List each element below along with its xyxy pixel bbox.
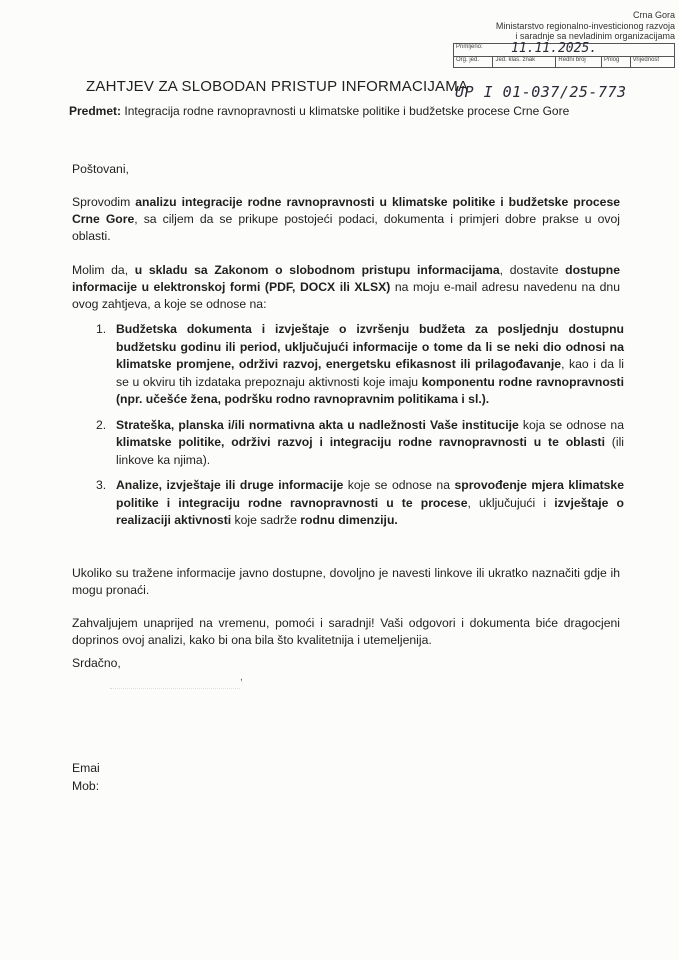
- list-item: [96, 477, 624, 530]
- text-run: koje se odnose na: [343, 478, 455, 492]
- stamp-org-name: [451, 10, 677, 42]
- bold-text-run: Strateška, planska i/ili normativna akta u nadležnosti Vaše institucije: [116, 417, 519, 432]
- text-run: , dostavite: [499, 263, 566, 277]
- email-label: Emai: [72, 761, 100, 775]
- bold-text-run: komponentu rodne ravnopravnosti (npr. učešće žena, podršku rodno ravnopravnim politikama i sl.).: [116, 374, 624, 406]
- page-title: ZAHTJEV ZA SLOBODAN PRISTUP INFORMACIJAMA: [86, 78, 469, 95]
- list-item-number: 3.: [96, 478, 107, 492]
- text-run: koja se odnose na: [518, 417, 624, 432]
- text-run: na moju e-mail adresu navedenu na dnu ovog zahtjeva, a koje se odnose na:: [72, 280, 620, 311]
- list-item: [96, 321, 624, 409]
- paragraph-links: Ukoliko su tražene informacije javno dostupne, dovoljno je navesti linkove ili ukratko naznačiti gdje ih mogu pronaći.: [72, 566, 620, 597]
- signature-line: [110, 688, 240, 689]
- bold-text-run: sprovođenje mjera klimatske politike i integraciju rodne ravnopravnosti u te procese: [116, 478, 624, 510]
- text-run: Sprovodim: [72, 195, 136, 209]
- stamp-received-label: Primljeno:: [456, 44, 483, 50]
- paragraph-thanks: Zahvaljujem unaprijed na vremenu, pomoći i saradnji! Vaši odgovori i dokumenta biće dragocjeni doprinos ovoj analizi, kako bi ona bila što kvalitetnija i utemeljenija.: [72, 616, 620, 647]
- subject-label: Predmet:: [69, 104, 122, 118]
- list-item-text: [116, 417, 624, 470]
- stamp-col-label: Vrijednost: [630, 57, 674, 68]
- bold-text-run: Analize, izvještaje ili druge informacije: [116, 478, 344, 492]
- bold-text-run: Budžetska dokumenta i izvještaje o izvršenju budžeta za posljednju dostupnu budžetsku godinu ili period, uključujući informacije o tome da li se neki dio odnosi na klimatske promjene, održivi razvoj, energetsku efikasnost ili prilagođavanje: [116, 322, 624, 371]
- bold-text-run: u skladu sa Zakonom o slobodnom pristupu informacijama: [134, 263, 500, 277]
- bold-text-run: klimatske politike, održivi razvoj i integraciju rodne ravnopravnosti u te oblasti: [116, 435, 605, 449]
- stamp-col-label: Jed. klas. znak: [493, 57, 556, 68]
- text-run: , uključujući i: [467, 495, 555, 510]
- stamp-org-line: Ministarstvo regionalno-investicionog razvoja: [495, 20, 675, 31]
- mobile-label: Mob:: [72, 779, 100, 793]
- stamp-col-label: Redni broj: [556, 57, 602, 68]
- stamp-org-line: i saradnje sa nevladinim organizacijama: [515, 31, 675, 41]
- request-list: [96, 321, 624, 538]
- stamp-reference-number: UP I 01-037/25-773: [455, 83, 627, 101]
- signature-mark: ,: [240, 672, 243, 683]
- bold-text-run: rodnu dimenziju.: [300, 513, 398, 527]
- stamp-col-label: Org. jed.: [454, 57, 493, 68]
- paragraph-request: [72, 262, 620, 313]
- text-run: , sa ciljem da se prikupe postojeći podaci, dokumenta i primjeri dobre prakse u ovoj oblasti.: [72, 212, 620, 243]
- subject-text: Integracija rodne ravnopravnosti u klimatske politike i budžetske procese Crne Gore: [124, 104, 570, 118]
- stamp-org-line: Crna Gora: [632, 10, 675, 20]
- text-run: Molim da,: [72, 263, 135, 277]
- list-item-text: [116, 477, 624, 530]
- list-item-number: 1.: [96, 322, 107, 336]
- closing: Srdačno,: [72, 656, 121, 670]
- stamp-received-date: 11.11.2025.: [511, 41, 598, 56]
- bold-text-run: dostupne informacije u elektronskoj formi (PDF, DOCX ili XLSX): [72, 263, 620, 294]
- greeting: Poštovani,: [72, 162, 129, 176]
- paragraph-intro: [72, 194, 620, 245]
- subject-line: [69, 104, 569, 118]
- registry-stamp: [451, 10, 677, 108]
- bold-text-run: analizu integracije rodne ravnopravnosti u klimatske politike i budžetske procese Crne Gore: [72, 195, 621, 226]
- text-run: (ili linkove ka njima).: [116, 435, 624, 467]
- text-run: , kao i da li se u okviru tih izdataka prepoznaju aktivnosti koje imaju: [116, 357, 624, 389]
- list-item-text: [116, 321, 624, 409]
- text-run: koje sadrže: [231, 513, 301, 527]
- list-item-number: 2.: [96, 417, 107, 432]
- stamp-col-label: Prilog: [601, 57, 630, 68]
- bold-text-run: izvještaje o realizaciji aktivnosti: [116, 495, 624, 527]
- list-item: [96, 417, 624, 470]
